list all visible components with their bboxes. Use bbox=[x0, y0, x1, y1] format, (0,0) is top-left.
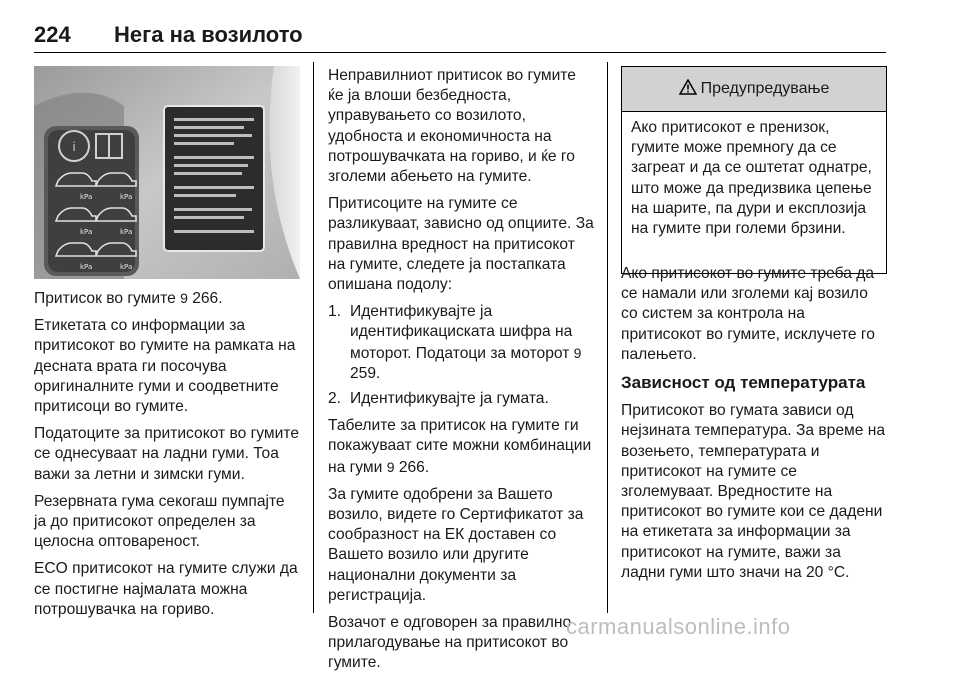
column-right bbox=[621, 264, 887, 590]
paragraph: Притисок во гумите 9 266. bbox=[34, 290, 223, 307]
svg-text:kPa: kPa bbox=[80, 228, 93, 236]
svg-text:kPa: kPa bbox=[80, 263, 93, 271]
page-number: 224 bbox=[34, 22, 71, 47]
svg-text:kPa: kPa bbox=[120, 193, 133, 201]
paragraph: Етикетата со информации за притисокот во гумите на рамката на десната врата ги посочува оригиналните гуми и соодветните притисоци во гумите. bbox=[34, 317, 296, 416]
svg-text:kPa: kPa bbox=[120, 263, 133, 271]
warning-icon bbox=[679, 79, 697, 100]
svg-text:i: i bbox=[72, 140, 76, 154]
page-reference-icon: 9 bbox=[573, 344, 582, 361]
page-reference-link[interactable]: 266. bbox=[394, 458, 430, 476]
paragraph: Резервната гума секогаш пумпајте ја до притисокот определен за целосна оптовареност. bbox=[34, 492, 285, 551]
page-reference-link[interactable]: 266. bbox=[187, 290, 223, 307]
column-middle bbox=[328, 66, 594, 681]
steps-list bbox=[328, 302, 594, 409]
paragraph: Ако притисокот во гумите треба да се намали или зголеми кај возило со систем за контрола на притисокот во гумите, исклучете го палењето. bbox=[621, 265, 875, 363]
paragraph: ECO притисокот на гумите служи да се постигне најмалата можна потрошувачка на гориво. bbox=[34, 560, 298, 618]
page-reference-link[interactable]: 259. bbox=[350, 364, 381, 382]
list-item: 2. Идентификувајте ја гумата. bbox=[328, 390, 549, 408]
page-header bbox=[34, 22, 886, 53]
paragraph: Табелите за притисок на гумите ги покажуваат сите можни комбинации на гуми 9 266. bbox=[328, 417, 592, 476]
column-divider bbox=[313, 62, 314, 613]
warning-box bbox=[621, 66, 887, 274]
watermark: carmanualsonline.info bbox=[566, 614, 791, 639]
warning-title: Предупредување bbox=[700, 80, 830, 97]
paragraph: Податоците за притисокот во гумите се однесуваат на ладни гуми. Тоа важи за летни и зимски гуми. bbox=[34, 425, 299, 483]
paragraph: Возачот е одговорен за правилно прилагодување на притисокот во гумите. bbox=[328, 614, 572, 672]
tyre-pressure-label-photo bbox=[34, 66, 300, 279]
paragraph: Притисоците на гумите се разликуваат, зависно од опциите. За правилна вредност на притисокот на гумите, следете ја постапката опишана подолу: bbox=[328, 195, 594, 294]
warning-text: Ако притисокот е пренизок, гумите може премногу да се загреат и да се оштетат однатре, што може да предизвика цепење на шарите, па дури и експлозија на гумите при големи брзини. bbox=[631, 119, 872, 238]
section-heading: Зависност од температурата bbox=[621, 373, 866, 393]
svg-text:kPa: kPa bbox=[120, 228, 133, 236]
paragraph: Неправилниот притисок во гумите ќе ја влоши безбедноста, управувањето со возилото, удобноста и економичноста на потрошувачката на гориво, и ќе го зголеми абењето на гумите. bbox=[328, 67, 576, 186]
page-reference-icon: 9 bbox=[386, 458, 395, 475]
chapter-title: Нега на возилото bbox=[114, 22, 303, 47]
paragraph: Притисокот во гумата зависи од нејзината температура. За време на возењето, температурата и притисокот на гумите се зголемуваат. Вредностите на притисокот во гумите кои се дадени на етикетата за информации за притисокот на гумите, важи за ладни гуми што значи на 20 °C. bbox=[621, 402, 886, 581]
list-item: 1. Идентификувајте ја идентификациската шифра на моторот. Податоци за моторот 9 259. bbox=[328, 303, 582, 382]
page-reference-icon: 9 bbox=[180, 290, 188, 306]
warning-header bbox=[622, 67, 886, 112]
paragraph: За гумите одобрени за Вашето возило, видете го Сертификатот за сообразност на ЕК доставен со Вашето возило или другите национални документи за регистрација. bbox=[328, 485, 584, 604]
svg-text:kPa: kPa bbox=[80, 193, 93, 201]
column-divider bbox=[607, 62, 608, 613]
column-left bbox=[34, 288, 300, 627]
